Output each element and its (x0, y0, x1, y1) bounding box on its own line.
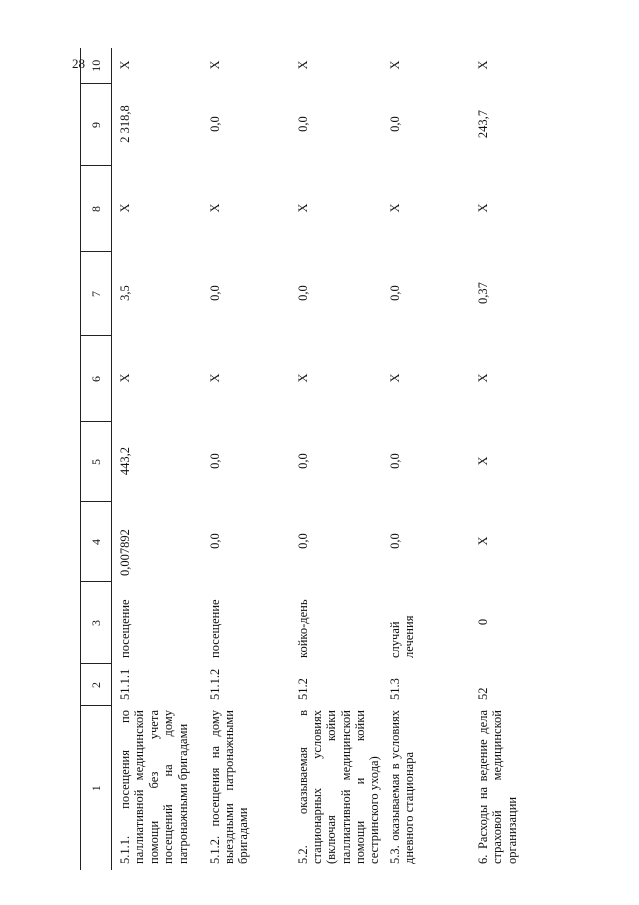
cell: 0,0 (387, 533, 402, 549)
unit-cell: 0 (475, 618, 490, 626)
table-row (290, 48, 382, 870)
cell: X (118, 203, 132, 213)
cell: 0,37 (475, 282, 490, 304)
column-number: 8 (81, 166, 112, 252)
cell: X (475, 203, 490, 213)
row-code: 51.1.1 (118, 668, 132, 700)
column-number: 2 (81, 664, 112, 706)
unit-cell: посещение (118, 599, 132, 658)
cell: 0,0 (295, 453, 310, 469)
column-number: 7 (81, 252, 112, 336)
cell: X (118, 373, 132, 383)
table-row (382, 48, 470, 870)
cell: 0,0 (207, 453, 222, 469)
cell: 3,5 (118, 285, 132, 301)
cell: 0,0 (387, 116, 402, 132)
row-label: 5.2. оказываемая в стационарных условиях (включая койки паллиативной медицинской помощи и койки сестринского ухода) (295, 710, 382, 864)
unit-cell: случай лечения (387, 615, 417, 658)
column-number: 5 (81, 422, 112, 502)
unit-cell: посещение (207, 599, 222, 658)
page-number: 28 (72, 56, 85, 71)
row-label: 5.1.2. посещения на дому выездными патронажными бригадами (207, 710, 251, 864)
cell: 443,2 (118, 446, 132, 476)
cell: 0,007892 (118, 529, 132, 576)
cell: 2 318,8 (118, 105, 132, 143)
cell: 0,0 (295, 116, 310, 132)
cell: X (295, 203, 310, 213)
cell: X (295, 60, 310, 70)
cell: 0,0 (295, 533, 310, 549)
column-number-row (81, 48, 112, 870)
table-row (112, 48, 202, 870)
cell: 0,0 (207, 285, 222, 301)
cell: X (295, 373, 310, 383)
row-label: 6. Расходы на ведение дела страховой медицинской организации (475, 710, 519, 864)
row-code: 52 (475, 687, 490, 700)
cell: X (475, 373, 490, 383)
column-number: 3 (81, 582, 112, 664)
cell: X (207, 60, 222, 70)
column-number: 1 (81, 706, 112, 870)
table-container (80, 48, 560, 870)
cell: X (475, 60, 490, 70)
column-number: 10 (81, 48, 112, 84)
column-number: 4 (81, 502, 112, 582)
cell: X (387, 373, 402, 383)
row-code: 51.3 (387, 678, 402, 700)
row-label: 5.3. оказываемая в условиях дневного стационара (387, 710, 417, 864)
cell: 0,0 (387, 285, 402, 301)
unit-cell: койко-день (295, 599, 310, 658)
table-row (202, 48, 290, 870)
cell: X (387, 60, 402, 70)
cell: X (387, 203, 402, 213)
cell: X (475, 456, 490, 466)
cell: X (207, 203, 222, 213)
cell: 0,0 (207, 533, 222, 549)
cell: 243,7 (475, 109, 490, 139)
cell: 0,0 (207, 116, 222, 132)
cell: X (475, 536, 490, 546)
cell: 0,0 (387, 453, 402, 469)
cell: 0,0 (295, 285, 310, 301)
data-table (80, 48, 558, 870)
column-number: 9 (81, 84, 112, 166)
column-number: 6 (81, 336, 112, 422)
table-row (470, 48, 558, 870)
row-code: 51.1.2 (207, 668, 222, 700)
row-label: 5.1.1. посещения по паллиативной медицинской помощи без учета посещений на дому патронажными бригадами (118, 710, 190, 864)
row-code: 51.2 (295, 678, 310, 700)
cell: X (118, 60, 132, 70)
cell: X (207, 373, 222, 383)
